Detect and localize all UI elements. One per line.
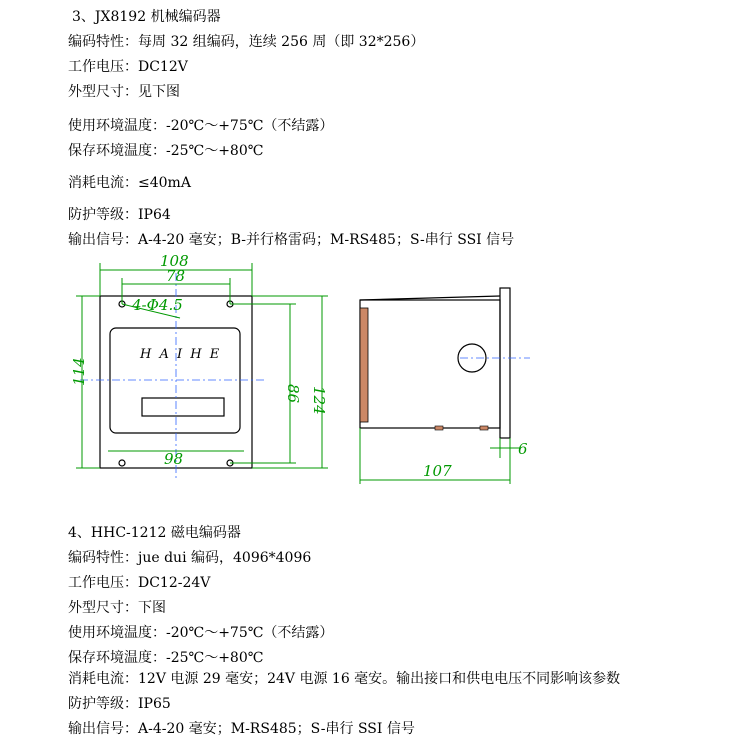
section3-op-temp: 使用环境温度：-20℃～+75℃（不结露） [68, 118, 334, 134]
section3-protection: 防护等级：IP64 [68, 207, 171, 223]
section4-op-temp: 使用环境温度：-20℃～+75℃（不结露） [68, 625, 334, 641]
dim-inner-height: 86 [284, 384, 302, 404]
section4-size: 外型尺寸：下图 [68, 600, 166, 616]
brand-label: H A I H E [140, 347, 222, 362]
front-view [70, 252, 328, 478]
section3-output: 输出信号：A-4-20 毫安；B-并行格雷码；M-RS485；S-串行 SSI 信号 [68, 232, 515, 248]
dim-width-outer: 108 [160, 252, 189, 270]
section4-current: 消耗电流：12V 电源 29 毫安；24V 电源 16 毫安。输出接口和供电电压不同影响该参数 [68, 671, 621, 687]
section4-coding: 编码特性：jue dui 编码，4096*4096 [68, 550, 312, 566]
side-view [360, 288, 530, 484]
side-flange [500, 288, 510, 438]
section4-output: 输出信号：A-4-20 毫安；M-RS485；S-串行 SSI 信号 [68, 721, 415, 737]
section3-heading: 3、JX8192 机械编码器 [72, 9, 221, 25]
section3-storage-temp: 保存环境温度：-25℃～+80℃ [68, 143, 264, 159]
side-face [360, 308, 368, 422]
section3-size: 外型尺寸：见下图 [68, 84, 180, 100]
section4-protection: 防护等级：IP65 [68, 696, 171, 712]
side-body [360, 300, 500, 428]
display-slot [142, 398, 224, 416]
encoder-dimension-drawing [60, 248, 560, 493]
section3-voltage: 工作电压：DC12V [68, 59, 188, 75]
section4-voltage: 工作电压：DC12-24V [68, 575, 211, 591]
mount-hole-bl [119, 460, 125, 466]
front-window [110, 328, 240, 433]
dim-depth: 107 [423, 462, 452, 480]
section4-heading: 4、HHC-1212 磁电编码器 [68, 525, 241, 541]
section3-coding: 编码特性：每周 32 组编码，连续 256 周（即 32*256） [68, 34, 425, 50]
dim-flange: 6 [518, 440, 528, 458]
dim-height-left: 114 [70, 357, 88, 386]
section4-storage-temp: 保存环境温度：-25℃～+80℃ [68, 650, 264, 666]
dim-hole-spec: 4-Φ4.5 [132, 296, 183, 314]
dim-outer-height: 124 [310, 386, 328, 415]
dim-hole-spacing: 78 [166, 267, 186, 285]
section3-current: 消耗电流：≤40mA [68, 175, 191, 191]
dim-bottom-width: 98 [164, 450, 184, 468]
